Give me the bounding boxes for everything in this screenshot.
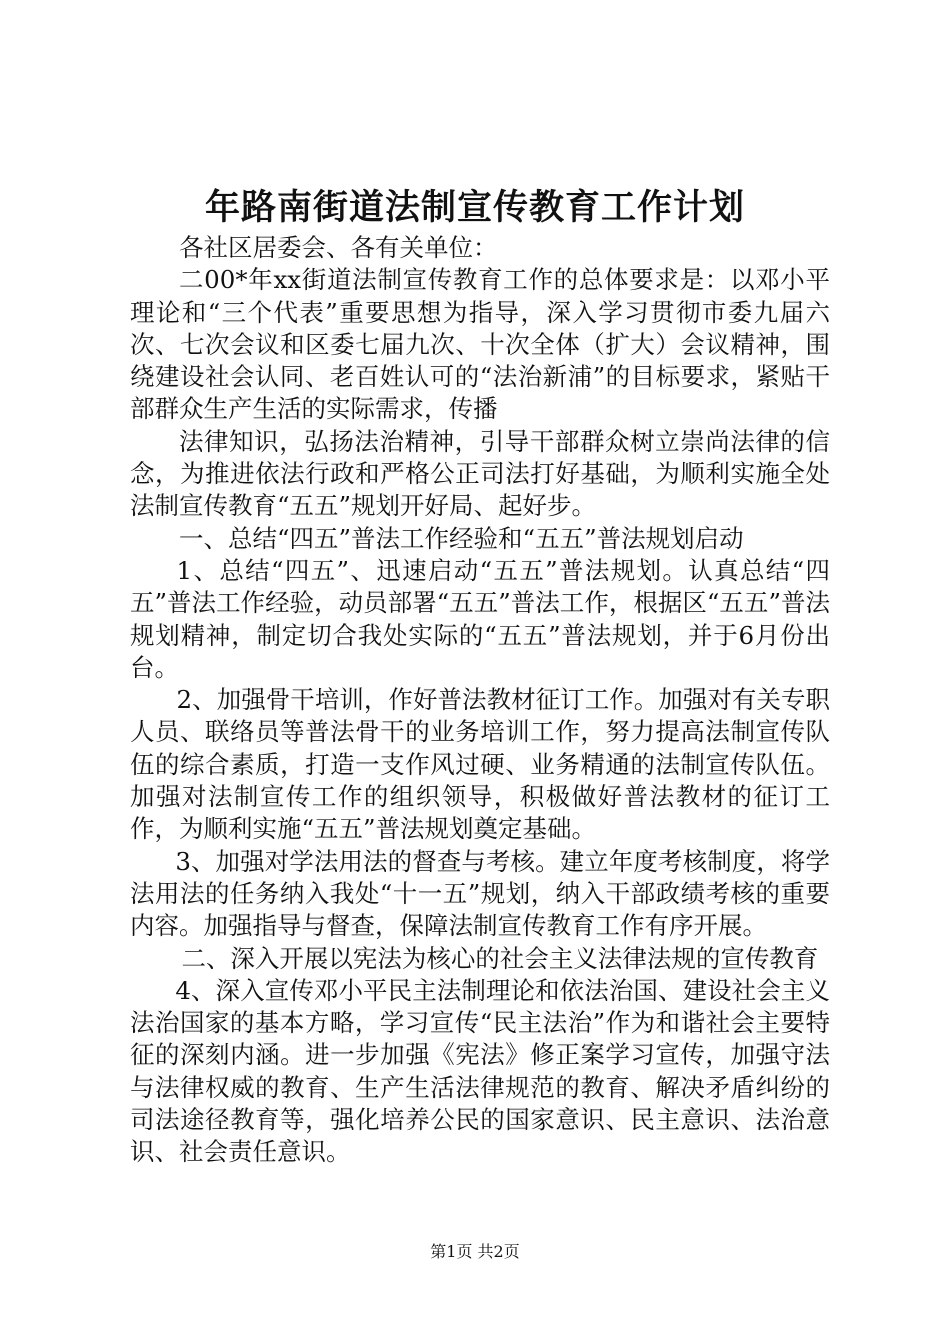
section-heading-2: 二、深入开展以宪法为核心的社会主义法律法规的宣传教育 bbox=[181, 943, 819, 973]
intro-continuation-paragraph: 法律知识，弘扬法治精神，引导干部群众树立崇尚法律的信念，为推进依法行政和严格公正司法打好基础，为顺利实施全处法制宣传教育“五五”规划开好局、起好步。 bbox=[130, 426, 830, 521]
item-paragraph-3: 3、加强对学法用法的督查与考核。建立年度考核制度，将学法用法的任务纳入我处“十一五”规划，纳入干部政绩考核的重要内容。加强指导与督查，保障法制宣传教育工作有序开展。 bbox=[130, 846, 830, 941]
item-paragraph-2: 2、加强骨干培训，作好普法教材征订工作。加强对有关专职人员、联络员等普法骨干的业务培训工作，努力提高法制宣传队伍的综合素质，打造一支作风过硬、业务精通的法制宣传队伍。加强对法制宣传工作的组织领导，积极做好普法教材的征订工作，为顺利实施“五五”普法规划奠定基础。 bbox=[130, 685, 830, 844]
section-heading-1: 一、总结“四五”普法工作经验和“五五”普法规划启动 bbox=[179, 523, 744, 553]
document-body bbox=[130, 232, 830, 1169]
item-paragraph-1: 1、总结“四五”、迅速启动“五五”普法规划。认真总结“四五”普法工作经验，动员部署“五五”普法工作，根据区“五五”普法规划精神，制定切合我处实际的“五五”普法规划，并于6月份出台。 bbox=[130, 555, 830, 682]
item-paragraph-4: 4、深入宣传邓小平民主法制理论和依法治国、建设社会主义法治国家的基本方略，学习宣传“民主法治”作为和谐社会主要特征的深刻内涵。进一步加强《宪法》修正案学习宣传，加强守法与法律权威的教育、生产生活法律规范的教育、解决矛盾纠纷的司法途径教育等，强化培养公民的国家意识、民主意识、法治意识、社会责任意识。 bbox=[130, 975, 830, 1167]
page-footer: 第1页 共2页 bbox=[430, 1242, 520, 1261]
salutation-paragraph: 各社区居委会、各有关单位： bbox=[179, 233, 498, 262]
document-title: 年路南街道法制宣传教育工作计划 bbox=[204, 187, 745, 228]
intro-paragraph: 二00*年xx街道法制宣传教育工作的总体要求是：以邓小平理论和“三个代表”重要思想为指导，深入学习贯彻市委九届六次、七次会议和区委七届九次、十次全体（扩大）会议精神，围绕建设社会认同、老百姓认可的“法治新浦”的目标要求，紧贴干部群众生产生活的实际需求，传播 bbox=[130, 265, 830, 424]
